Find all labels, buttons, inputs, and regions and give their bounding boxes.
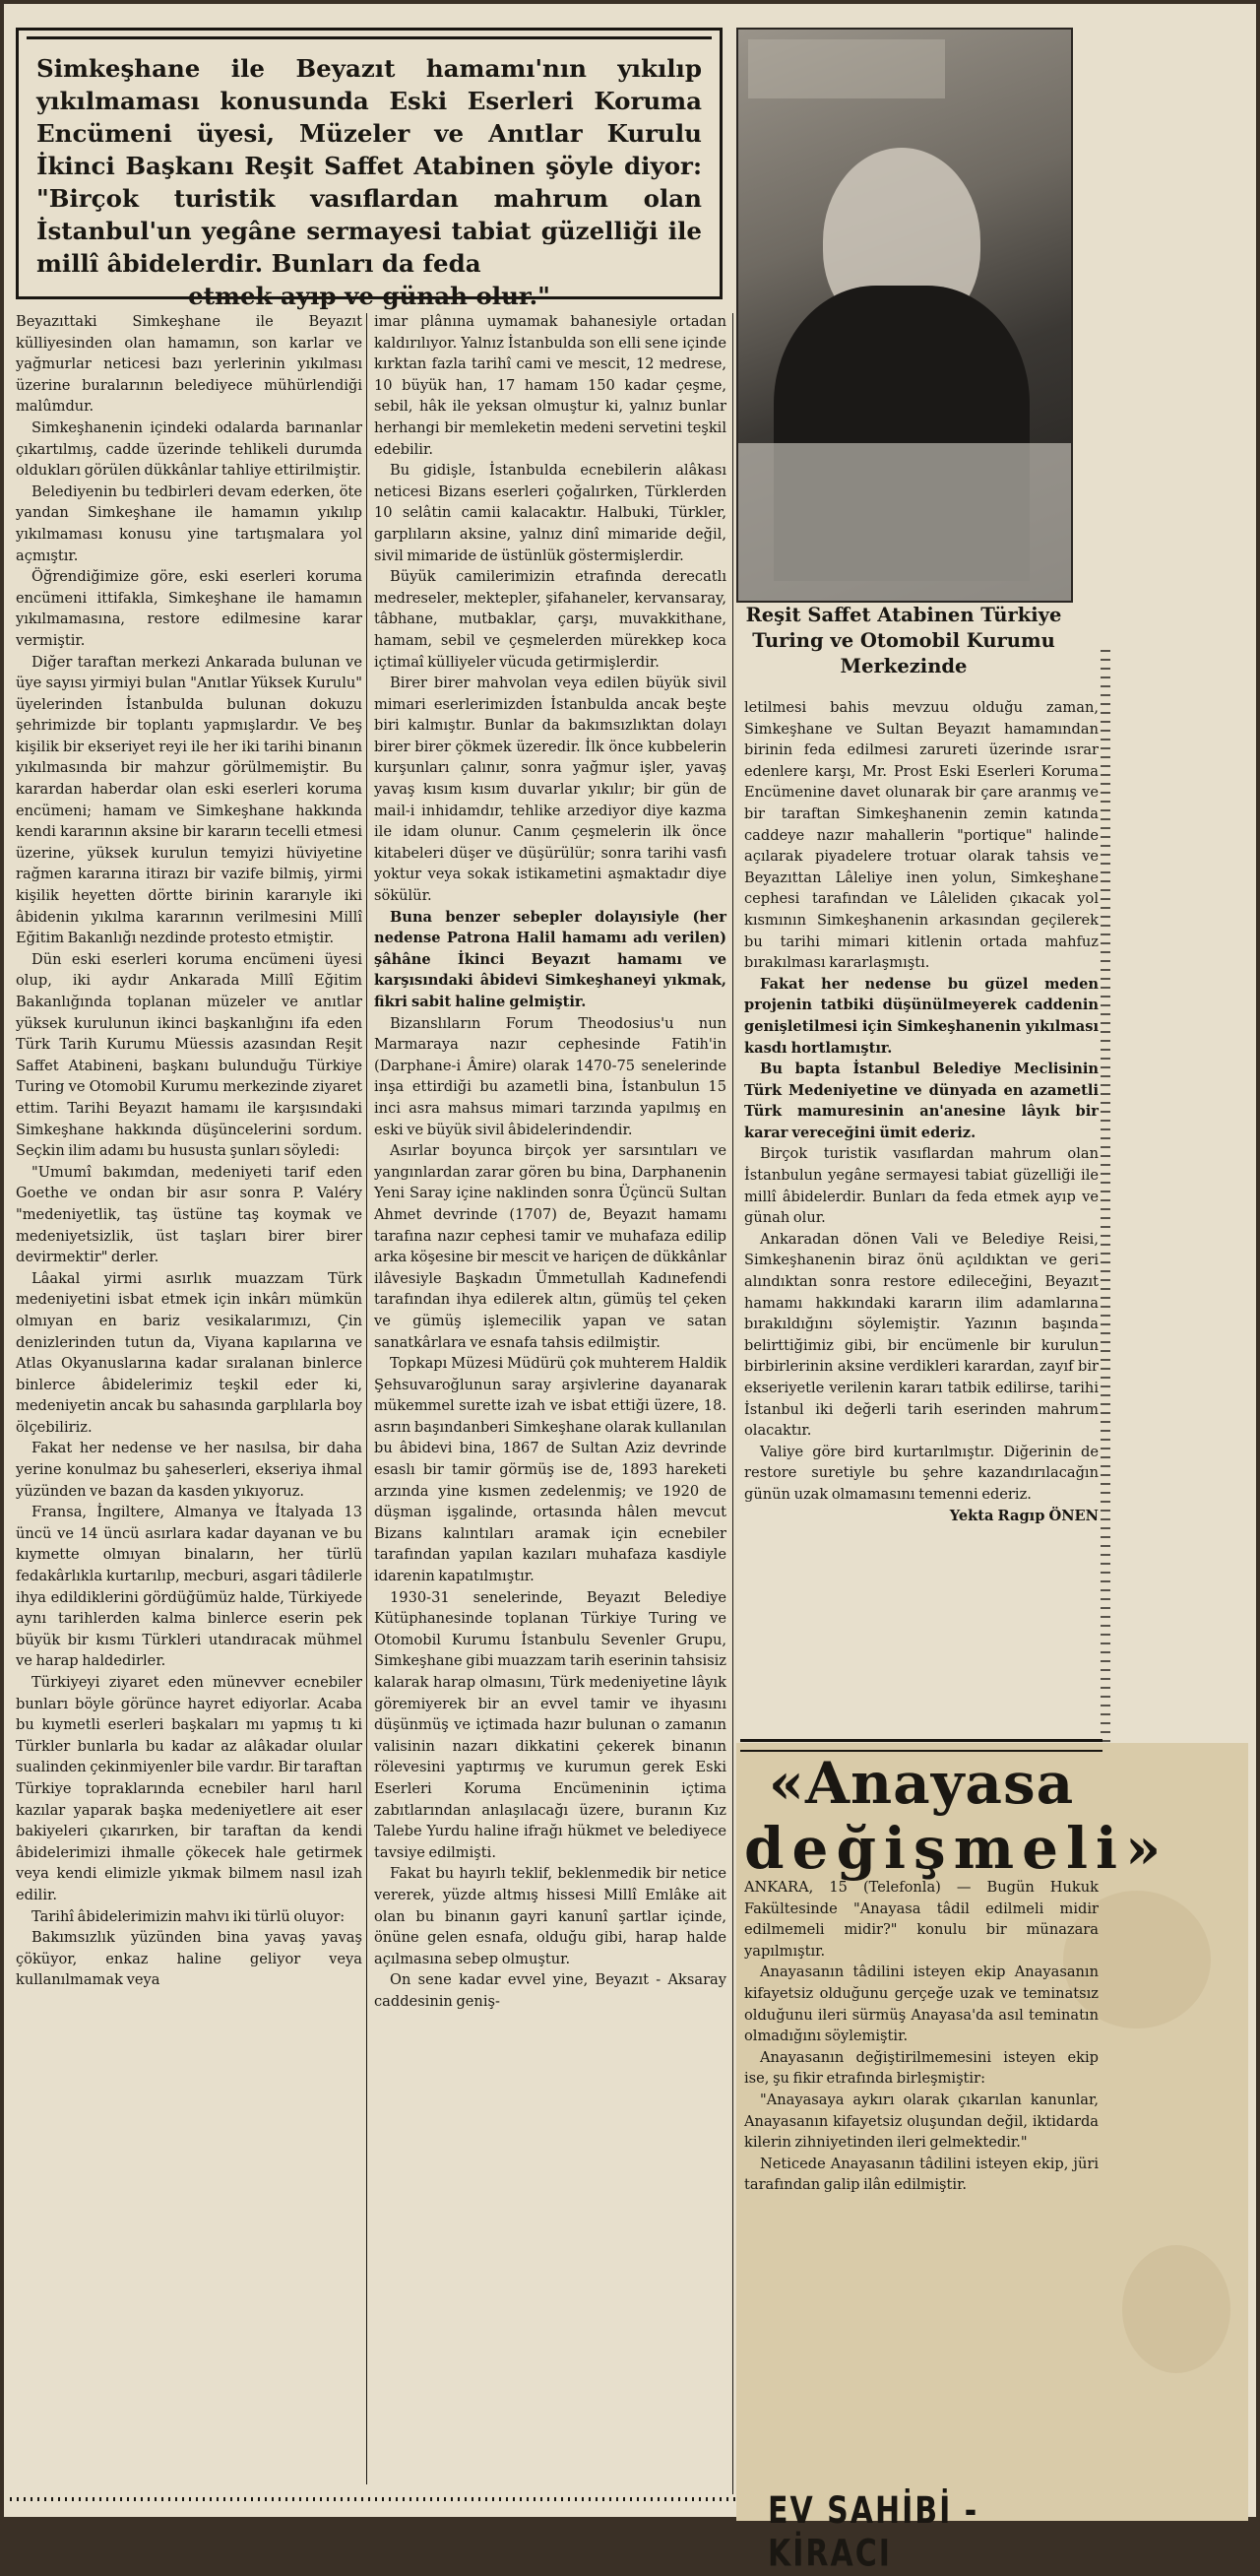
- bottom-rule-marks: [10, 2497, 738, 2501]
- article2-title-line2: değişmeli»: [744, 1815, 1169, 1882]
- paragraph: imar plânına uymamak bahanesiyle ortadan kaldırılıyor. Yalnız İstanbulda son elli sene içinde kırktan fazla tarihî cami ve mescit, 12 medrese, 10 büyük han, 17 hamam 150 kadar çeşme, sebil, hâk ile yeksan olmuştur ki, yalnız bunlar herhangi bir memleketin medeni servetini teşkil edebilir.: [374, 313, 726, 458]
- paragraph: Simkeşhanenin içindeki odalarda barınanlar çıkartılmış, cadde üzerinde tehlikeli durumda oldukları görülen dükkânlar tahliye ettirilmiştir.: [16, 419, 362, 480]
- paragraph: Beyazıttaki Simkeşhane ile Beyazıt külliyesinden olan hamamın, son karlar ve yağmurlar neticesi bazı yerlerinin yıkılması üzerine buralarının belediyece mühürlendiği malûmdur.: [16, 313, 362, 416]
- paragraph: Bizanslıların Forum Theodosius'u nun Marmaraya nazır cephesinde Fatih'in (Darphane-i Âmire) olarak 1470-75 senelerinde inşa ettirdiği bu azametli bina, İstanbulun 15 inci asra mahsus mimari tarzında yapılmış en eski ve büyük sivil âbidelerindendir.: [374, 1014, 726, 1138]
- article2-title: [744, 1750, 1169, 1882]
- paragraph: Lâakal yirmi asırlık muazzam Türk medeniyetini isbat etmek için inkârı mümkün olmıyan en bariz vesikalarımızı, Çin denizlerinden tutun da, Viyana kapılarına ve Atlas Okyanuslarına kadar sıralanan binlerce binlerce âbidelerimiz teşkil eder ki, medeniyetin ancak bu sahasında garplılarla boy ölçebiliriz.: [16, 1269, 362, 1436]
- paragraph: Bu bapta İstanbul Belediye Meclisinin Türk Medeniyetine ve dünyada en azametli Türk mamuresinin an'anesine lâyık bir karar vereceğini ümit ederiz.: [744, 1061, 1099, 1141]
- paragraph: Anayasanın tâdilini isteyen ekip Anayasanın kifayetsiz olduğunu gerçeğe uzak ve teminatsız olduğunu ileri sürmüş Anayasa'da asıl teminatın olmadığını söylemiştir.: [744, 1964, 1099, 2045]
- paragraph: Asırlar boyunca birçok yer sarsıntıları ve yangınlardan zarar gören bu bina, Darphanenin Yeni Saray içine naklinden sonra Üçüncü Sultan Ahmet devrinde (1707) de, Beyazıt hamamı tarafına nazır cephesi tamir ve muhafaza edilip arka köşesine bir mescit ve hariçen de dükkânlar ilâvesiyle Başkadın Ümmetullah Kadınefendi tarafından ihya edilerek altın, gümüş tel çeken ve gümüş işlemecilik yapan ve satan sanatkârlara ve esnafa tahsis edilmiştir.: [374, 1142, 726, 1351]
- paragraph: Birer birer mahvolan veya edilen büyük sivil mimari eserlerimizden İstanbulda ancak beşte biri kalmıştır. Bunlar da bakımsızlıktan dolayı birer birer çökmek üzeredir. İlk önce kubbelerin kurşunları çalınır, sonra yağmur işler, yavaş yavaş kısım kısım duvarlar yıkılır; bir gün de mail-i inhidamdır, tehlike arzediyor diye kazma ile idam olunur. Canım çeşmelerin ilk önce kitabeleri düşer ve düşürülür; sonra tarihi vasfı yoktur veya sokak istikametini aşmaktadır diye sökülür.: [374, 675, 726, 905]
- paragraph: Türkiyeyi ziyaret eden münevver ecnebiler bunları böyle görünce hayret ediyorlar. Acaba bu kıymetli eserleri başkaları mı yapmış tı ki Türkler bunlarla bu kadar az alâkadar oluılar sualinden çekinmiyenler bile vardır. Bir taraftan Türkiye topraklarında ecnebiler harıl harıl kazılar yaparak başka medeniyetlere ait eser bakiyeleri çıkarırken, bir taraftan da kendi âbidelerimizi ihmalle çökecek hale getirmek veya kendi elimizle yıkmak bilmem nasıl izah edilir.: [16, 1674, 362, 1903]
- paragraph: Neticede Anayasanın tâdilini isteyen ekip, jüri tarafından galip ilân edilmiştir.: [744, 2155, 1099, 2194]
- column-edge-marks: [1101, 650, 1110, 1743]
- paragraph: Belediyenin bu tedbirleri devam ederken, öte yandan Simkeşhane ile hamamın yıkılıp yıkılmaması konusu yine tartışmalara yol açmıştır.: [16, 483, 362, 564]
- paragraph: "Umumî bakımdan, medeniyeti tarif eden Goethe ve ondan bir asır sonra P. Valéry "medeniyetlik, taş üstüne taş koymak ve medeniyetsizlik, üst taşları birer birer devirmektir" derler.: [16, 1163, 362, 1266]
- section-tag: EV SAHİBİ - KİRACI: [768, 2489, 979, 2576]
- headline-text: Simkeşhane ile Beyazıt hamamı'nın yıkılıp yıkılmaması konusunda Eski Eserleri Koruma Encümeni üyesi, Müzeler ve Anıtlar Kurulu İkinci Başkanı Reşit Saffet Atabinen şöyle diyor: "Birçok turistik vasıflardan mahrum olan İstanbul'un yegâne sermayesi tabiat güzelliği ile millî âbidelerdir. Bunları da feda: [36, 54, 702, 278]
- headline: [36, 52, 702, 312]
- signature: Yekta Ragıp ÖNEN: [949, 1507, 1099, 1524]
- photo-background-shape: [748, 39, 945, 98]
- column-rule: [732, 313, 733, 2494]
- paragraph: Dün eski eserleri koruma encümeni üyesi olup, iki aydır Ankarada Millî Eğitim Bakanlığında toplanan müzeler ve anıtlar yüksek kurulunun ikinci başkanlığını ifa eden Türk Tarih Kurumu Müessis azasından Reşit Saffet Atabineni, başkanı bulunduğu Türkiye Turing ve Otomobil Kurumu merkezinde ziyaret ettim. Tarihi Beyazıt hamamı ile karşısındaki Simkeşhane hakkında düşüncelerini sordum. Seçkin ilim adamı bu hususta şunları söyledi:: [16, 950, 362, 1160]
- paragraph: Birçok turistik vasıflardan mahrum olan İstanbulun yegâne sermayesi tabiat güzelliği ile millî âbidelerdir. Bunları da feda etmek ayıp ve günah olur.: [744, 1145, 1099, 1227]
- paragraph: Ankaradan dönen Vali ve Belediye Reisi, Simkeşhanenin biraz önü açıldıktan ve geri alındıktan sonra restore edileceğini, Beyazıt hamamı hakkındaki kararın ilim adamlarına bırakıldığını söylemiştir. Yazının başında belirttiğimiz gibi, bir encümenle bir kurulun birbirlerinin aksine verdikleri karardan, zayıf bir ekseriyetle verilenin kararı tatbik edilirse, tarihi İstanbul iki değerli tarih eserinden mahrum olacaktır.: [744, 1230, 1099, 1440]
- paragraph: Buna benzer sebepler dolayısiyle (her nedense Patrona Halil hamamı adı verilen) şâhâne İkinci Beyazıt hamamı ve karşısındaki âbidevi Simkeşhaneyi yıkmak, fikri sabit haline gelmiştir.: [374, 908, 726, 1010]
- article-column-1: [16, 311, 362, 1991]
- article-column-2: [374, 311, 726, 2013]
- paragraph: Fransa, İngiltere, Almanya ve İtalyada 13 üncü ve 14 üncü asırlara kadar dayanan ve bu kıymette olmıyan binaların, her türlü fedakârlıkla kurtarılıp, mecburi, asgari tâdilerle ihya edildiklerini gördüğümüz halde, Türkiyede aynı tarihlerden kalma binlerce eserin pek büyük bir kısmı Türkleri utandıracak mühmel ve harap haldedirler.: [16, 1504, 362, 1670]
- paragraph: Bu gidişle, İstanbulda ecnebilerin alâkası neticesi Bizans eserleri çoğalırken, Türklerden 10 selâtin camii kalacaktır. Halbuki, Türkler, garplıların aksine, yalnız dinî mimaride değil, sivil mimaride de üstünlük göstermişlerdir.: [374, 462, 726, 564]
- paragraph: Anayasanın değiştirilmemesini isteyen ekip ise, şu fikir etrafında birleşmiştir:: [744, 2048, 1099, 2088]
- headline-last-line: etmek ayıp ve günah olur.": [188, 282, 550, 310]
- paragraph: "Anayasaya aykırı olarak çıkarılan kanunlar, Anayasanın kifayetsiz oluşundan değil, iktidarda kilerin zihniyetinden ileri gelmektedir.": [744, 2091, 1099, 2152]
- paragraph: On sene kadar evvel yine, Beyazıt - Aksaray caddesinin geniş-: [374, 1971, 726, 2010]
- paragraph: Fakat her nedense ve her nasılsa, bir daha yerine konulmaz bu şaheserleri, ekseriya ihmal yüzünden ve bazan da kasden yıkıyoruz.: [16, 1440, 362, 1500]
- photo-desk-shape: [738, 443, 1071, 601]
- article2-title-line1: «Anayasa: [768, 1750, 1075, 1817]
- paragraph: Bakımsızlık yüzünden bina yavaş yavaş çöküyor, enkaz haline geliyor veya kullanılmamak veya: [16, 1929, 362, 1989]
- headline-box: [16, 28, 723, 310]
- paragraph: Diğer taraftan merkezi Ankarada bulunan ve üye sayısı yirmiyi bulan "Anıtlar Yüksek Kurulu" üyelerinden İstanbulda bulunan dokuzu şehrimizde bir toplantı yapmışlardır. Ve beş kişilik bir ekseriyet reyi ile her iki tarihi binanın yıkılmasında bir mahzur görülmemiştir. Bu karardan haberdar olan eski eserleri koruma encümeni; hamam ve Simkeşhane hakkında kendi kararının aksine bir kararın tecelli etmesi üzerine, yüksek kurulun temyizi hüviyetine rağmen kararına itirazı bir vazife bilmiş, yirmi kişilik heyetten dörtte birinin kararıyle iki âbidenin yıkılma kararının verilmesini Millî Eğitim Bakanlığı nezdinde protesto etmiştir.: [16, 653, 362, 947]
- paragraph: Topkapı Müzesi Müdürü çok muhterem Haldik Şehsuvaroğlunun saray arşivlerine dayanarak mükemmel surette izah ve isbat ettiği üzere, 18. asrın başındanberi Simkeşhane olarak kullanılan bu âbidevi bina, 1867 de Sultan Aziz devrinde esaslı bir tamir görmüş ise de, 1893 hareketi arzında yine kısmen zedelenmiş; ve 1920 de düşman işgalinde, ortasında hâlen mevcut Bizans kalıntıları aramak için ecnebiler tarafından yapılan kazıları muhafaza kasdiyle idarenin kapatılmıştır.: [374, 1355, 726, 1585]
- paragraph: ANKARA, 15 (Telefonla) — Bugün Hukuk Fakültesinde "Anayasa tâdil edilmeli midir edilmemeli midir?" konulu bir münazara yapılmıştır.: [744, 1879, 1099, 1960]
- paragraph: Fakat her nedense bu güzel meden projenin tatbiki düşünülmeyerek caddenin genişletilmesi için Simkeşhanenin yıkılması kasdı hortlamıştır.: [744, 975, 1099, 1057]
- paragraph: Valiye göre bird kurtarılmıştır. Diğerinin de restore suretiyle bu şehre kazandırılacağın günün uzak olmamasını temenni ederiz.: [744, 1443, 1099, 1503]
- paragraph: Tarihî âbidelerimizin mahvı iki türlü oluyor:: [32, 1907, 346, 1925]
- portrait-photo: [736, 28, 1073, 603]
- photo-caption: Reşit Saffet Atabinen Türkiye Turing ve Otomobil Kurumu Merkezinde: [745, 604, 1062, 677]
- paragraph: Büyük camilerimizin etrafında derecatlı medreseler, mektepler, şifahaneler, kervansaray, tâbhane, mutbaklar, çarşı, muvakkithane, hamam, sebil ve çeşmelerden mürekkep koca içtimaî külliyeler vücuda getirmişlerdir.: [374, 568, 726, 671]
- paragraph: letilmesi bahis mevzuu olduğu zaman, Simkeşhane ve Sultan Beyazıt hamamından birinin feda edilmesi zarureti üzerinde ısrar edenlere karşı, Mr. Prost Eski Eserleri Koruma Encümenine davet olunarak bir çare aranmış ve bir taraftan Simkeşhanenin zemin katında caddeye nazır mahallerin "portique" halinde açılarak piyadelere trotuar olarak tahsis ve Beyazıttan Lâleliye inen yolun, Simkeşhane cephesi tarafından ve Lâleliden çıkacak yol kısmının Simkeşhanenin arkasından geçilerek bu tarihi mimari kitlenin ortada mahfuz bırakılması kararlaşmıştı.: [744, 699, 1099, 972]
- paper-stain: [1122, 2245, 1230, 2373]
- article2-body: [744, 1877, 1099, 2196]
- paragraph: Fakat bu hayırlı teklif, beklenmedik bir netice vererek, yüzde altmış hissesi Millî Emlâke ait olan bu binanın gayri kanunî şartlar içinde, önüne gelen esnafa, olduğu gibi, harap halde açılmasına sebep olmuştur.: [374, 1865, 726, 1967]
- article-column-3: [744, 697, 1099, 1526]
- paragraph: Öğrendiğimize göre, eski eserleri koruma encümeni ittifakla, Simkeşhane ile hamamın yıkılmamasına, restore edilmesine karar vermiştir.: [16, 568, 362, 649]
- column-rule: [366, 313, 367, 2484]
- paragraph: 1930-31 senelerinde, Beyazıt Belediye Kütüphanesinde toplanan Türkiye Turing ve Otomobil Kurumu İstanbulu Sevenler Grupu, Simkeşhane gibi muazzam tarih eserinin tahsisiz kalarak harap olmasını, Türk medeniyetine lâyık göremiyerek bir an evvel tamir ve ihyasını düşünmüş ve içtimada hazır bulunan o zamanın valisinin nazarı dikkatini çekerek binanın rölevesini yaptırmış ve kurumun gerek Eski Eserleri Koruma Encümeninin içtima zabıtlarından anlaşılacağı üzere, buranın Kız Talebe Yurdu haline ifrağı hükmet ve belediyece tavsiye edilmişti.: [374, 1588, 726, 1861]
